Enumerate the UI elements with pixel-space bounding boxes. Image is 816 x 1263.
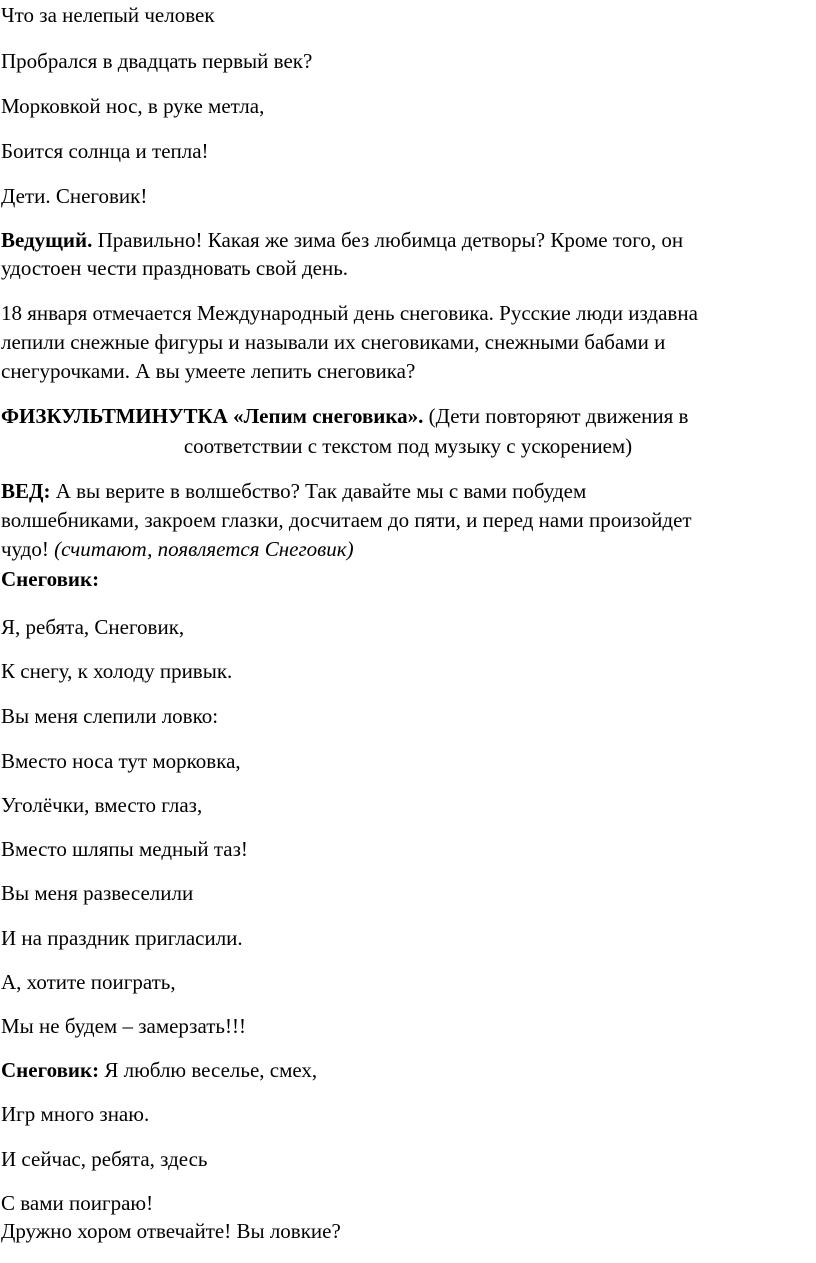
speaker-label: Снеговик: <box>1 1058 100 1082</box>
paragraph-text: чудо! <box>1 537 55 561</box>
paragraph-text: 18 января отмечается Международный день снеговика. Русские люди издавна <box>1 301 698 325</box>
paragraph-text: Правильно! Какая же зима без любимца детворы? Кроме того, он <box>92 228 684 252</box>
ved-last-line <box>1 536 354 562</box>
section-heading: ФИЗКУЛЬТМИНУТКА «Лепим снеговика». <box>1 404 424 428</box>
poem-line: Дети. Снеговик! <box>1 184 148 208</box>
stage-note: соответствии с текстом под музыку с ускорением) <box>183 434 633 458</box>
poem-line: А, хотите поиграть, <box>1 970 176 994</box>
poem-line: С вами поиграю! <box>1 1191 154 1215</box>
paragraph-text: А вы верите в волшебство? Так давайте мы с вами побудем <box>50 479 587 503</box>
stage-direction: (считают, появляется Снеговик) <box>54 537 354 561</box>
speaker-label: ВЕД: <box>1 479 51 503</box>
paragraph-text: удостоен чести праздновать свой день. <box>1 256 349 280</box>
poem-line: Я люблю веселье, смех, <box>99 1058 318 1082</box>
snowman-speech <box>1 1057 317 1083</box>
poem-line: Что за нелепый человек <box>1 3 215 27</box>
ved-paragraph <box>1 478 586 504</box>
speaker-label: Снеговик: <box>1 567 100 591</box>
poem-line: Вы меня слепили ловко: <box>1 704 219 728</box>
poem-line: Я, ребята, Снеговик, <box>1 615 185 639</box>
exercise-heading-line <box>1 403 688 429</box>
speaker-label: Ведущий. <box>1 228 93 252</box>
poem-line: Пробрался в двадцать первый век? <box>1 49 313 73</box>
poem-line: Уголёчки, вместо глаз, <box>1 793 203 817</box>
paragraph-text: волшебниками, закроем глазки, досчитаем до пяти, и перед нами произойдет <box>1 508 692 532</box>
poem-line: К снегу, к холоду привык. <box>1 659 233 683</box>
poem-line: Вы меня развеселили <box>1 881 194 905</box>
paragraph-text: лепили снежные фигуры и называли их снеговиками, снежными бабами и <box>1 330 666 354</box>
stage-note: (Дети повторяют движения в <box>423 404 689 428</box>
host-paragraph <box>1 227 683 253</box>
poem-line: Мы не будем – замерзать!!! <box>1 1014 246 1038</box>
poem-line: Дружно хором отвечайте! Вы ловкие? <box>1 1219 341 1243</box>
paragraph-text: снегурочками. А вы умеете лепить снеговика? <box>1 359 416 383</box>
poem-line: Вместо шляпы медный таз! <box>1 837 248 861</box>
poem-line: Боится солнца и тепла! <box>1 139 209 163</box>
poem-line: Морковкой нос, в руке метла, <box>1 94 265 118</box>
poem-line: Игр много знаю. <box>1 1102 150 1126</box>
poem-line: И на праздник пригласили. <box>1 926 243 950</box>
poem-line: Вместо носа тут морковка, <box>1 749 241 773</box>
poem-line: И сейчас, ребята, здесь <box>1 1147 208 1171</box>
